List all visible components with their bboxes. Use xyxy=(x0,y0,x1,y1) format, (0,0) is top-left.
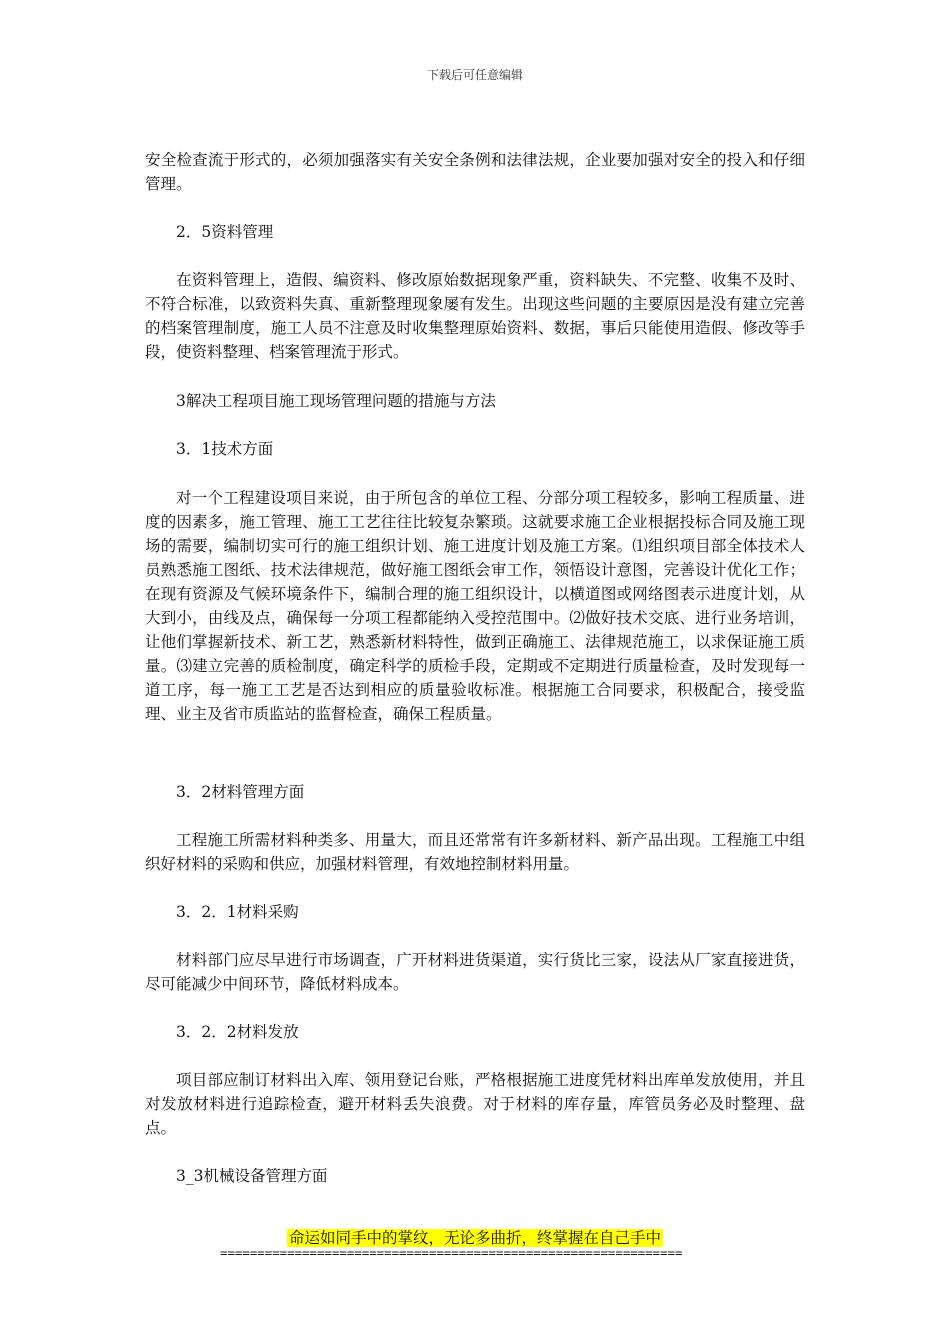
footer-motto-text: 命运如同手中的掌纹，无论多曲折，终掌握在自己手中 xyxy=(288,1229,661,1247)
heading-3-2: 3．2材料管理方面 xyxy=(176,783,305,801)
heading-3: 3解决工程项目施工现场管理问题的措施与方法 xyxy=(176,392,496,410)
paragraph-data-management: 在资料管理上，造假、编资料、修改原始数据现象严重，资料缺失、不完整、收集不及时、不符合标准，以致资料失真、重新整理现象屡有发生。出现这些问题的主要原因是没有建立完善的档案管理制度，施工人员不注意及时收集整理原始资料、数据，事后只能使用造假、修改等手段，使资料整理、档案管理流于形式。 xyxy=(145,271,805,361)
heading-3-3: 3_3机械设备管理方面 xyxy=(176,1167,328,1185)
header-note: 下载后可任意编辑 xyxy=(426,68,523,82)
heading-3-1: 3．1技术方面 xyxy=(176,440,274,458)
paragraph-material-procurement: 材料部门应尽早进行市场调查，广开材料进货渠道，实行货比三家，设法从厂家直接进货，尽可能减少中间环节，降低材料成本。 xyxy=(145,951,805,993)
paragraph-safety-inspection: 安全检查流于形式的，必须加强落实有关安全条例和法律法规，企业要加强对安全的投入和仔细管理。 xyxy=(145,151,805,193)
heading-3-2-2: 3．2．2材料发放 xyxy=(176,1023,299,1041)
heading-2-5: 2．5资料管理 xyxy=(176,223,274,241)
paragraph-material-issuing: 项目部应制订材料出入库、领用登记台账，严格根据施工进度凭材料出库单发放使用，并且对发放材料进行追踪检查，避开材料丢失浪费。对于材料的库存量，库管员务必及时整理、盘点。 xyxy=(145,1071,805,1137)
paragraph-technical: 对一个工程建设项目来说，由于所包含的单位工程、分部分项工程较多，影响工程质量、进度的因素多，施工管理、施工工艺往往比较复杂繁琐。这就要求施工企业根据投标合同及施工现场的需要，编制切实可行的施工组织计划、施工进度计划及施工方案。⑴组织项目部全体技术人员熟悉施工图纸、技术法律规范，做好施工图纸会审工作，领悟设计意图，完善设计优化工作；在现有资源及气候环境条件下，编制合理的施工组织设计，以横道图或网络图表示进度计划，从大到小，由线及点，确保每一分项工程都能纳入受控范围中。⑵做好技术交底、进行业务培训，让他们掌握新技术、新工艺，熟悉新材料特性，做到正确施工、法律规范施工，以求保证施工质量。⑶建立完善的质检制度，确定科学的质检手段，定期或不定期进行质量检查，及时发现每一道工序，每一施工工艺是否达到相应的质量验收标准。根据施工合同要求，积极配合，接受监理、业主及省市质监站的监督检查，确保工程质量。 xyxy=(145,489,805,723)
footer-rule: ============================================================== xyxy=(220,1245,683,1260)
heading-3-2-1: 3．2．1材料采购 xyxy=(176,903,299,921)
paragraph-materials: 工程施工所需材料种类多、用量大，而且还常常有许多新材料、新产品出现。工程施工中组织好材料的采购和供应，加强材料管理，有效地控制材料用量。 xyxy=(145,831,805,873)
